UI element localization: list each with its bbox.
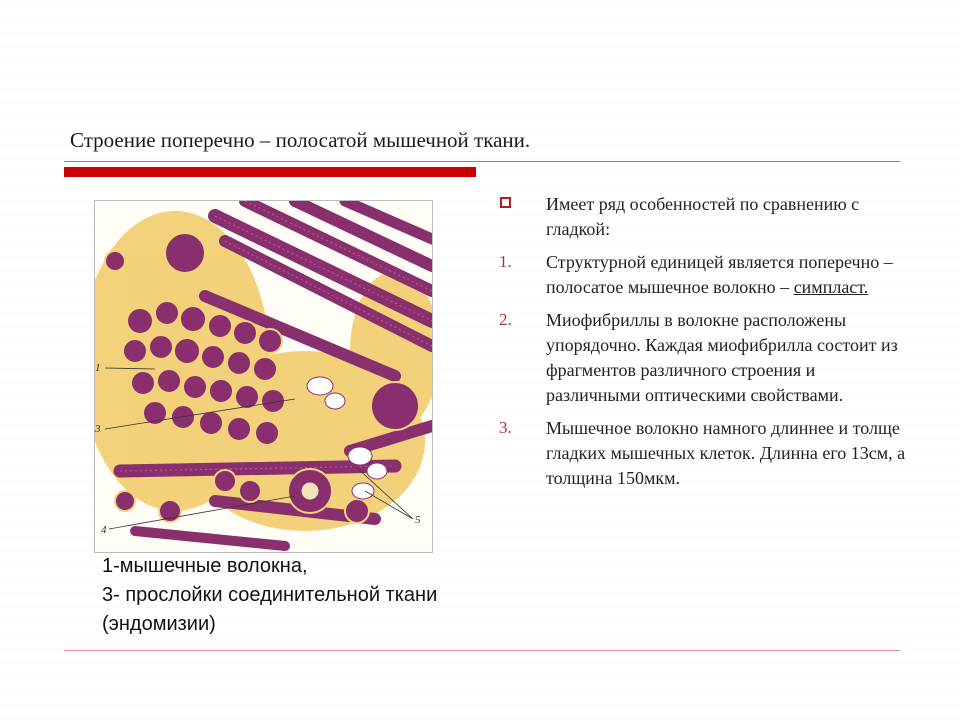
list-item-3	[496, 416, 906, 491]
intro-text: Имеет ряд особенностей по сравнению с гладкой:	[546, 194, 860, 239]
title-rule-bar	[64, 167, 476, 177]
features-list	[496, 192, 906, 499]
list-item-intro	[496, 192, 906, 242]
figure-label-4: 4	[101, 524, 107, 536]
list-number-3: 3.	[499, 418, 512, 437]
muscle-tissue-illustration	[95, 201, 432, 552]
title-rule-thin	[64, 161, 900, 162]
list-item-3-text: Мышечное волокно намного длиннее и толще гладких мышечных клеток. Длинна его 13см, а толщина 150мкм.	[546, 418, 906, 488]
list-number-2: 2.	[499, 310, 512, 329]
figure-caption	[102, 552, 522, 639]
list-number-1: 1.	[499, 252, 512, 271]
figure-label-3: 3	[95, 423, 101, 435]
list-item-1-text	[546, 250, 906, 300]
figure-label-1: 1	[95, 362, 101, 374]
square-bullet-icon	[500, 197, 511, 208]
list-item-2-text: Миофибриллы в волокне расположены упорядочно. Каждая миофибрилла состоит из фрагментов различного строения и различными оптическими свойствами.	[546, 310, 898, 405]
list-item-1-text-main: Структурной единицей является поперечно – полосатое мышечное волокно –	[546, 252, 893, 297]
list-item-2	[496, 308, 906, 408]
list-item-1	[496, 250, 906, 300]
footer-rule	[64, 650, 900, 651]
slide-title: Строение поперечно – полосатой мышечной ткани.	[70, 128, 531, 152]
caption-line-3: (эндомизии)	[102, 613, 216, 635]
symplast-term: симпласт.	[793, 277, 869, 297]
histology-figure	[94, 200, 433, 553]
figure-label-5: 5	[415, 514, 421, 526]
vessel-lumen	[301, 482, 319, 500]
caption-line-1: 1-мышечные волокна,	[102, 555, 308, 577]
caption-line-2: 3- прослойки соединительной ткани	[102, 584, 438, 606]
